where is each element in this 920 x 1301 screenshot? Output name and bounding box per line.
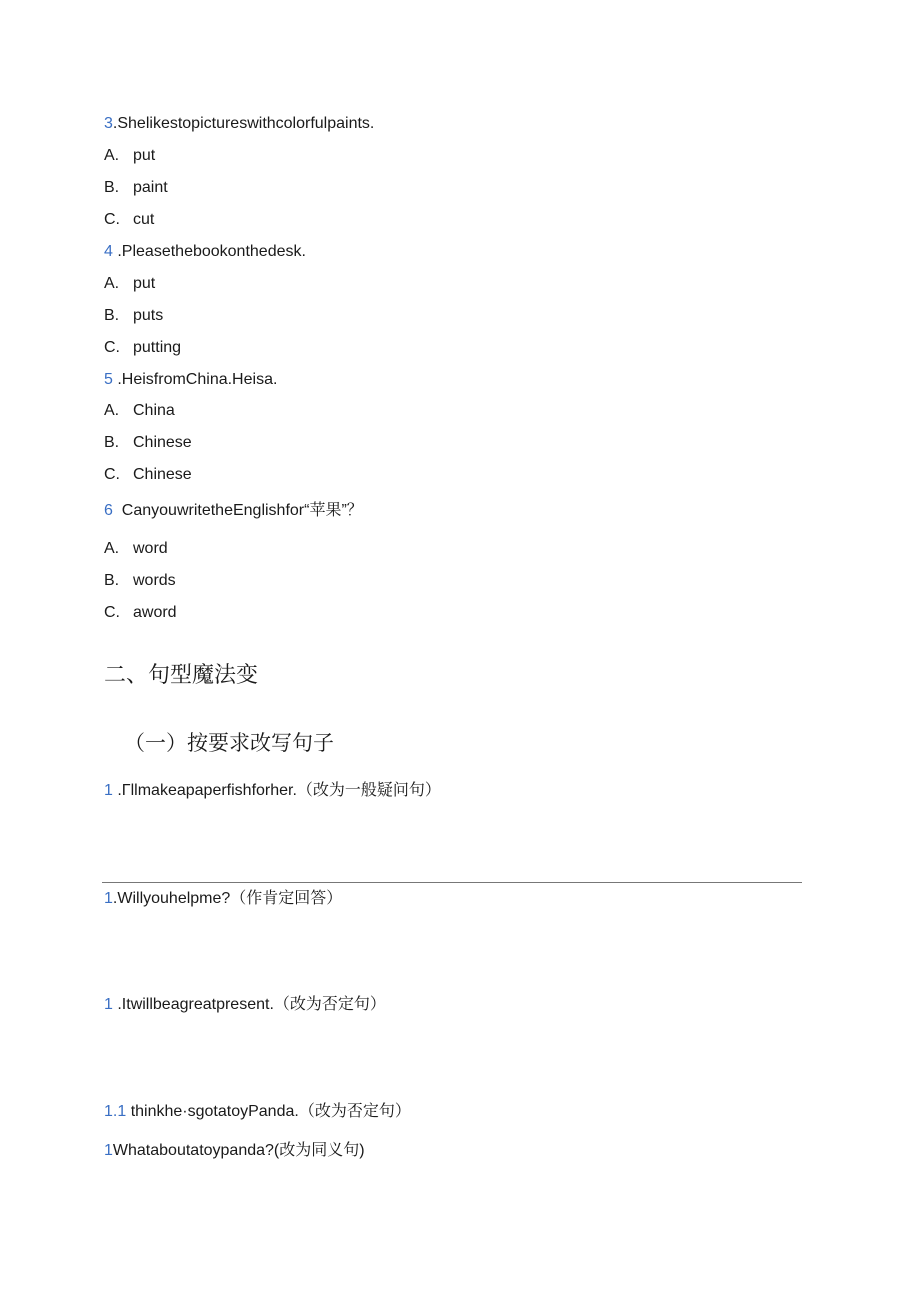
item-number: 1: [104, 1142, 113, 1159]
item-number: 1: [104, 782, 113, 799]
rewrite-item-2: 1.Willyouhelpme?（作肯定回答）: [104, 890, 343, 907]
option-a[interactable]: A. China: [104, 402, 175, 419]
question-number: 4: [104, 243, 113, 260]
question-3: 3.Shelikestopictureswithcolorfulpaints.: [104, 115, 375, 132]
item-text: Γllmakeapaperfishforher.（改为一般疑问句）: [121, 782, 441, 799]
item-text: Whataboutatoypanda?(改为同义句): [112, 1142, 365, 1159]
question-text: HeisfromChina.Heisa.: [121, 371, 278, 388]
question-4: 4 .Pleasethebookonthedesk.: [104, 243, 306, 260]
option-a[interactable]: A. put: [104, 147, 156, 164]
rewrite-item-1: 1 .Γllmakeapaperfishforher.（改为一般疑问句）: [104, 782, 441, 799]
option-b[interactable]: B. Chinese: [104, 434, 192, 451]
option-b[interactable]: B. words: [104, 572, 176, 589]
rewrite-item-5: [104, 1141, 365, 1161]
question-5: 5 .HeisfromChina.Heisa.: [104, 371, 278, 388]
question-text: Pleasethebookonthedesk.: [121, 243, 306, 260]
section-subtitle: （一）按要求改写句子: [124, 732, 334, 755]
answer-line[interactable]: [102, 882, 802, 883]
option-a[interactable]: A. word: [104, 540, 168, 557]
option-b[interactable]: B. paint: [104, 179, 168, 196]
item-text: Itwillbeagreatpresent.（改为否定句）: [121, 996, 386, 1013]
question-6: [104, 501, 363, 521]
rewrite-item-3: 1 .Itwillbeagreatpresent.（改为否定句）: [104, 996, 386, 1013]
item-number: 1.1: [104, 1103, 127, 1120]
question-text: Shelikestopictureswithcolorfulpaints.: [117, 115, 375, 132]
option-c[interactable]: C. putting: [104, 339, 182, 356]
option-c[interactable]: C. aword: [104, 604, 177, 621]
section-title: 二、句型魔法变: [104, 662, 259, 687]
question-number: 6: [104, 502, 113, 519]
question-number: 3: [104, 115, 113, 132]
option-b[interactable]: B. puts: [104, 307, 164, 324]
option-a[interactable]: A. put: [104, 275, 156, 292]
item-text: Willyouhelpme?（作肯定回答）: [117, 890, 343, 907]
item-text: thinkhe·sgotatoyPanda.（改为否定句）: [130, 1103, 411, 1120]
question-text: CanyouwritetheEnglishfor“苹果”？: [121, 502, 363, 519]
question-number: 5: [104, 371, 113, 388]
item-number: 1: [104, 996, 113, 1013]
item-number: 1: [104, 890, 113, 907]
option-c[interactable]: C. Chinese: [104, 466, 192, 483]
rewrite-item-4: [104, 1102, 411, 1122]
option-c[interactable]: C. cut: [104, 211, 155, 228]
